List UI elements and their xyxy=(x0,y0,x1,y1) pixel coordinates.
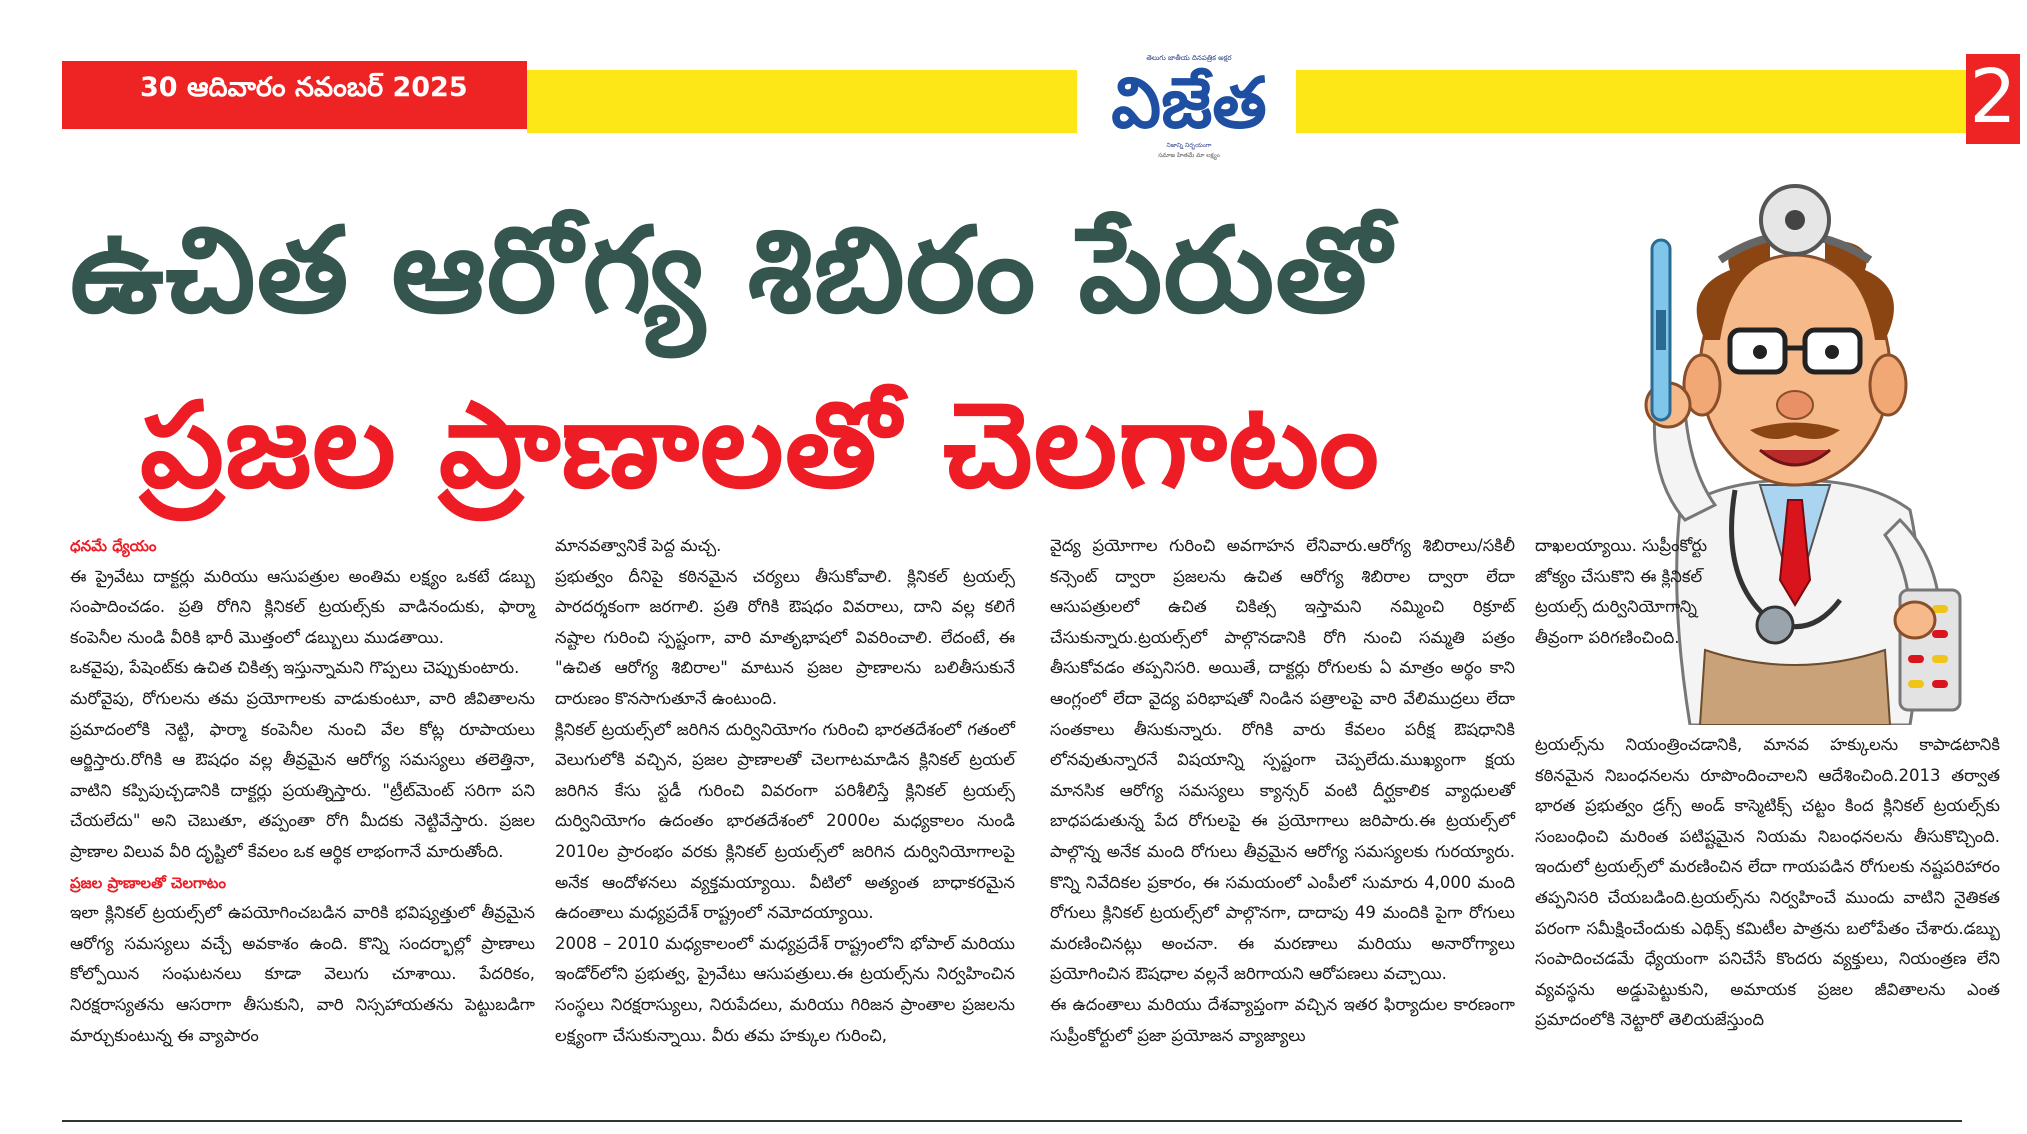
issue-date: 30 ఆదివారం నవంబర్ 2025 xyxy=(140,72,468,103)
paragraph: మానవత్వానికే పెద్ద మచ్చ. xyxy=(555,536,722,555)
article-column-2 xyxy=(555,531,1015,1051)
logo-footer: సమాజ హితమే మా లక్ష్యం xyxy=(1158,152,1220,159)
header-stripe-left xyxy=(527,70,1077,133)
article-column-4-top: దాఖలయ్యాయి. సుప్రీంకోర్టు జోక్యం చేసుకొని ఈ క్లినికల్ ట్రయల్స్ దుర్వినియోగాన్ని తీవ్రంగా పరిగణించింది. xyxy=(1535,536,1708,647)
paragraph: ఇలా క్లినికల్ ట్రయల్స్‌లో ఉపయోగించబడిన వారికి భవిష్యత్తులో తీవ్రమైన ఆరోగ్య సమస్యలు వచ్చే అవకాశం ఉంది. కొన్ని సందర్భాల్లో ప్రాణాలు కోల్పోయిన సంఘటనలు కూడా వెలుగు చూశాయి. పేదరికం, నిరక్షరాస్యతను ఆసరాగా తీసుకుని, వారి నిస్సహాయతను పెట్టుబడిగా మార్చుకుంటున్న ఈ వ్యాపారం xyxy=(70,903,535,1045)
paragraph: 2008 – 2010 మధ్యకాలంలో మధ్యప్రదేశ్ రాష్ట్రంలోని భోపాల్ మరియు ఇండోర్‌లోని ప్రభుత్వ, ప్రైవేటు ఆసుపత్రులు.ఈ ట్రయల్స్‌ను నిర్వహించిన సంస్థలు నిరక్షరాస్యులు, నిరుపేదలు, మరియు గిరిజన ప్రాంతాల ప్రజలను లక్ష్యంగా చేసుకున్నాయి. వీరు తమ హక్కుల గురించి, xyxy=(555,933,1015,1045)
paragraph: ఈ ఉదంతాలు మరియు దేశవ్యాప్తంగా వచ్చిన ఇతర ఫిర్యాదుల కారణంగా సుప్రీంకోర్టులో ప్రజా ప్రయోజన వ్యాజ్యాలు xyxy=(1050,994,1515,1045)
bottom-divider xyxy=(62,1120,1962,1122)
paragraph: క్లినికల్ ట్రయల్స్‌లో జరిగిన దుర్వినియోగం గురించి భారతదేశంలో గతంలో వెలుగులోకి వచ్చిన, ప్రజల ప్రాణాలతో చెలగాటమాడిన క్లినికల్ ట్రయల్ జరిగిన కేసు స్టడీ గురించి వివరంగా పరిశీలిస్తే క్లినికల్ ట్రయల్స్ దుర్వినియోగం ఉదంతం భారతదేశంలో 2000ల మధ్యకాలం నుండి 2010ల ప్రారంభం వరకు క్లినికల్ ట్రయల్స్‌లో జరిగిన దుర్వినియోగాలపై అనేక ఆందోళనలు వ్యక్తమయ్యాయి. వీటిలో అత్యంత బాధాకరమైన ఉదంతాలు మధ్యప్రదేశ్ రాష్ట్రంలో నమోదయ్యాయి. xyxy=(555,719,1015,923)
paragraph: ఈ ప్రైవేటు దాక్టర్లు మరియు ఆసుపత్రుల అంతిమ లక్ష్యం ఒకటే డబ్బు సంపాదించడం. ప్రతి రోగిని క్లినికల్ ట్రయల్స్‌కు వాడినందుకు, ఫార్మా కంపెనీల నుండి వీరికి భారీ మొత్తంలో డబ్బులు ముడతాయి. xyxy=(70,566,535,647)
logo-tagline-top: తెలుగు జాతీయ దినపత్రిక అక్షర xyxy=(1146,54,1232,62)
article-column-1 xyxy=(70,531,535,1051)
subheading: ప్రజల ప్రాణాలతో చెలగాటం xyxy=(70,873,226,892)
paragraph: మరోవైపు, రోగులను తమ ప్రయోగాలకు వాడుకుంటూ, వారి జీవితాలను ప్రమాదంలోకి నెట్టి, ఫార్మా కంపెనీల నుంచి వేల కోట్ల రూపాయలు ఆర్జిస్తారు.రోగికి ఆ ఔషధం వల్ల తీవ్రమైన ఆరోగ్య సమస్యలు తలెత్తినా, వాటిని కప్పిపుచ్చడానికి దాక్టర్లు ప్రయత్నిస్తారు. "ట్రీట్‌మెంట్ సరిగా పని చేయలేదు" అని చెబుతూ, తప్పంతా రోగి మీదకు నెట్టివేస్తారు. ప్రజల ప్రాణాల విలువ వీరి దృష్టిలో కేవలం ఒక ఆర్థిక లాభంగానే మారుతోంది. xyxy=(70,688,535,861)
headline-line-2: ప్రజల ప్రాణాలతో చెలగాటం xyxy=(140,376,1380,514)
subheading: ధనమే ధ్యేయం xyxy=(70,537,157,555)
page-number: 2 xyxy=(1969,54,2017,140)
paragraph: ప్రభుత్వం దీనిపై కఠినమైన చర్యలు తీసుకోవాలి. క్లినికల్ ట్రయల్స్ పారదర్శకంగా జరగాలి. ప్రతి రోగికి ఔషధం వివరాలు, దాని వల్ల కలిగే నష్టాల గురించి స్పష్టంగా, వారి మాతృభాషలో వివరించాలి. లేదంటే, ఈ "ఉచిత ఆరోగ్య శిబిరాల" మాటున ప్రజల ప్రాణాలను బలితీసుకునే దారుణం కొనసాగుతూనే ఉంటుంది. xyxy=(555,566,1015,708)
paragraph: వైద్య ప్రయోగాల గురించి అవగాహన లేనివారు.ఆరోగ్య శిబిరాలు/సకిలీ కన్సెంట్ ద్వారా ప్రజలను ఉచిత ఆరోగ్య శిబిరాల ద్వారా లేదా ఆసుపత్రులలో ఉచిత చికిత్స ఇస్తామని నమ్మించి రిక్రూట్ చేసుకున్నారు.ట్రయల్స్‌లో పాల్గొనడానికి రోగి నుంచి సమ్మతి పత్రం తీసుకోవడం తప్పనిసరి. అయితే, దాక్టర్లు రోగులకు ఏ మాత్రం అర్థం కాని ఆంగ్లంలో లేదా వైద్య పరిభాషతో నిండిన పత్రాలపై వారి వేలిముద్రలు లేదా సంతకాలు తీసుకున్నారు. రోగికి వారు కేవలం పరీక్ష ఔషధానికి లోనవుతున్నారనే విషయాన్ని స్పష్టంగా చెప్పలేదు.ముఖ్యంగా క్షయ మానసిక ఆరోగ్య సమస్యలు క్యాన్సర్ వంటి దీర్ఘకాలిక వ్యాధులతో బాధపడుతున్న పేద రోగులపై ఈ ప్రయోగాలు జరిపారు.ఈ ట్రయల్స్‌లో పాల్గొన్న అనేక మంది రోగులు తీవ్రమైన ఆరోగ్య సమస్యలకు గురయ్యారు. కొన్ని నివేదికల ప్రకారం, ఈ సమయంలో ఎంపీలో సుమారు 4,000 మంది రోగులు క్లినికల్ ట్రయల్స్‌లో పాల్గొనగా, దాదాపు 49 మందికి పైగా రోగులు మరణించినట్లు అంచనా. ఈ మరణాలు మరియు అనారోగ్యాలు ప్రయోగించిన ఔషధాల వల్లనే జరిగాయని ఆరోపణలు వచ్చాయి. xyxy=(1050,536,1515,984)
headline-line-1: ఉచిత ఆరోగ్య శిబిరం పేరుతో xyxy=(70,201,1392,339)
article-column-3 xyxy=(1050,531,1515,1051)
newspaper-logo xyxy=(1084,50,1294,160)
logo-tagline-bottom: నిజాన్ని నిర్భయంగా xyxy=(1166,142,1212,149)
header-stripe-right xyxy=(1296,70,1966,133)
article-column-4-bottom: ట్రయల్స్‌ను నియంత్రించడానికి, మానవ హక్కులను కాపాడటానికి కఠినమైన నిబంధనలను రూపొందించాలని ఆదేశించింది.2013 తర్వాత భారత ప్రభుత్వం డ్రగ్స్ అండ్ కాస్మెటిక్స్ చట్టం కింద క్లినికల్ ట్రయల్స్‌కు సంబంధించి మరింత పటిష్టమైన నియమ నిబంధనలను తీసుకొచ్చింది. ఇందులో ట్రయల్స్‌లో మరణించిన లేదా గాయపడిన రోగులకు నష్టపరిహారం తప్పనిసరి చేయబడింది.ట్రయల్స్‌ను నిర్వహించే ముందు వాటిని నైతికత పరంగా సమీక్షించేందుకు ఎథిక్స్ కమిటీల పాత్రను బలోపేతం చేశారు.డబ్బు సంపాదించడమే ధ్యేయంగా పనిచేసే కొందరు వ్యక్తులు, నియంత్రణ లేని వ్యవస్థను అడ్డుపెట్టుకుని, అమాయక ప్రజల జీవితాలను ఎంత ప్రమాదంలోకి నెట్టారో తెలియజేస్తుంది xyxy=(1535,735,2000,1030)
paragraph: ఒకవైపు, పేషెంట్‌కు ఉచిత చికిత్స ఇస్తున్నామని గొప్పలు చెప్పుకుంటారు. xyxy=(70,658,520,678)
logo-name: విజేత xyxy=(1111,62,1267,144)
